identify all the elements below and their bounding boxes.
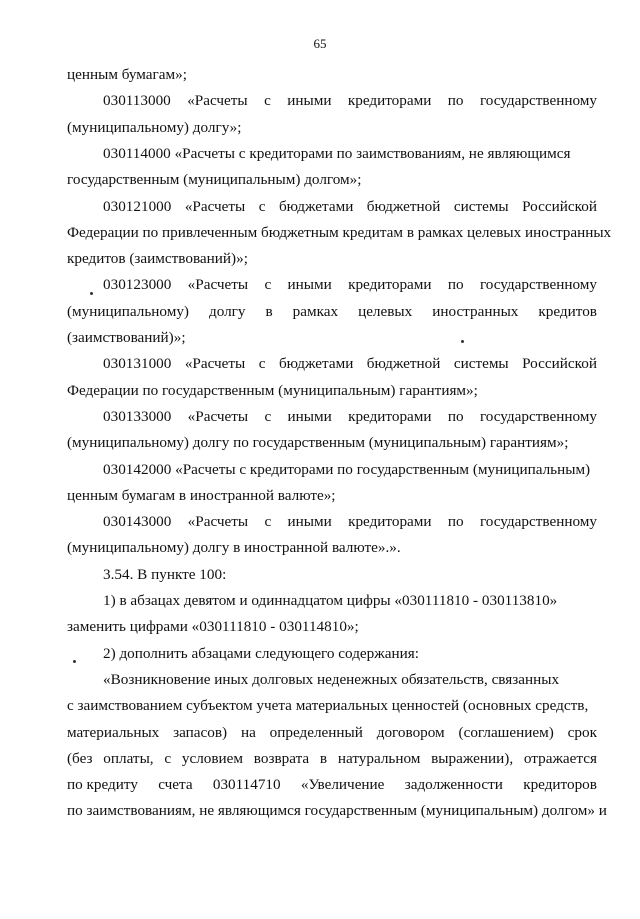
text-segment: иными bbox=[287, 513, 332, 531]
text-segment: иными bbox=[287, 407, 332, 425]
text-line bbox=[67, 246, 597, 272]
text-segment: натуральном bbox=[337, 749, 421, 767]
text-segment: заменить цифрами «030111810 - 030114810»; bbox=[67, 618, 359, 636]
text-line bbox=[67, 457, 597, 483]
text-segment: иностранных bbox=[432, 302, 519, 320]
text-segment: 3.54. В пункте 100: bbox=[103, 565, 227, 583]
text-segment: государственному bbox=[479, 92, 597, 110]
text-segment: в bbox=[265, 302, 273, 320]
text-line bbox=[67, 115, 597, 141]
text-segment: системы bbox=[453, 197, 509, 215]
text-line bbox=[67, 404, 597, 430]
text-segment: государственному bbox=[479, 276, 597, 294]
text-segment: 030114000 «Расчеты с кредиторами по заимствованиям, не являющимся bbox=[103, 144, 571, 162]
text-line bbox=[67, 746, 597, 772]
text-line bbox=[67, 535, 597, 561]
text-segment: с bbox=[164, 749, 172, 767]
text-segment: кредиторами bbox=[348, 407, 432, 425]
text-segment: бюджетами bbox=[278, 355, 354, 373]
text-segment: целевых bbox=[358, 302, 413, 320]
text-segment: задолженности bbox=[404, 776, 503, 794]
text-line bbox=[67, 720, 597, 746]
text-segment: Федерации по привлеченным бюджетным кредитам в рамках целевых иностранных bbox=[67, 223, 612, 241]
text-segment: Федерации по государственным (муниципальным) гарантиям»; bbox=[67, 381, 478, 399]
text-segment: «Расчеты bbox=[187, 276, 249, 294]
page-number: 65 bbox=[313, 36, 327, 51]
text-segment: (заимствований)»; bbox=[67, 329, 186, 346]
text-segment: (муниципальному) bbox=[67, 302, 189, 320]
text-segment: договором bbox=[376, 723, 445, 741]
text-line bbox=[67, 325, 597, 351]
text-segment: с bbox=[264, 276, 272, 294]
scan-speck bbox=[461, 340, 464, 343]
text-line bbox=[67, 194, 597, 220]
text-line bbox=[67, 220, 612, 246]
text-segment: материальных bbox=[67, 723, 160, 741]
text-segment: (муниципальному) долгу в иностранной валюте».». bbox=[67, 539, 401, 557]
text-segment: (муниципальному) долгу по государственным (муниципальным) гарантиям»; bbox=[67, 434, 569, 452]
text-segment: иными bbox=[287, 276, 332, 294]
text-segment: с bbox=[264, 513, 272, 531]
text-segment: Российской bbox=[522, 355, 597, 373]
text-segment: по bbox=[447, 513, 464, 531]
text-line bbox=[67, 378, 597, 404]
text-segment: государственным (муниципальным) долгом»; bbox=[67, 171, 362, 189]
text-segment: по bbox=[447, 407, 464, 425]
text-segment: с bbox=[264, 92, 271, 110]
text-line bbox=[67, 62, 597, 88]
scan-speck bbox=[73, 660, 76, 663]
text-line bbox=[67, 772, 597, 798]
text-segment: ценным бумагам в иностранной валюте»; bbox=[67, 486, 336, 504]
text-segment: «Возникновение иных долговых неденежных обязательств, связанных bbox=[103, 670, 560, 688]
text-segment: бюджетной bbox=[366, 355, 441, 373]
text-segment: оплаты, bbox=[103, 749, 154, 767]
text-segment: иными bbox=[287, 92, 332, 110]
text-segment: с bbox=[258, 197, 266, 215]
text-segment: в bbox=[319, 749, 328, 767]
text-segment: 030113000 bbox=[103, 92, 171, 110]
text-segment: кредитов bbox=[538, 302, 597, 320]
text-segment: отражается bbox=[523, 749, 597, 767]
text-segment: 1) в абзацах девятом и одиннадцатом цифры «030111810 - 030113810» bbox=[103, 592, 558, 609]
text-segment: бюджетами bbox=[278, 197, 354, 215]
text-segment: 030131000 bbox=[103, 355, 172, 373]
text-segment: 030121000 bbox=[103, 197, 172, 215]
text-segment: 2) дополнить абзацами следующего содержания: bbox=[103, 644, 419, 662]
text-segment: 030142000 «Расчеты с кредиторами по государственным (муниципальным) bbox=[103, 460, 591, 478]
text-line bbox=[67, 588, 597, 614]
text-segment: кредиторов bbox=[523, 776, 597, 794]
text-segment: на bbox=[240, 723, 256, 741]
text-segment: с заимствованием субъектом учета материальных ценностей (основных средств, bbox=[67, 697, 589, 715]
text-line bbox=[67, 299, 597, 325]
text-line bbox=[67, 667, 597, 693]
text-line bbox=[67, 562, 597, 588]
text-line bbox=[67, 614, 597, 640]
text-segment: «Расчеты bbox=[184, 197, 246, 215]
text-line bbox=[67, 693, 597, 719]
scan-speck bbox=[90, 292, 93, 295]
text-line bbox=[67, 798, 607, 824]
text-segment: по bbox=[447, 92, 464, 110]
text-segment: запасов) bbox=[173, 723, 228, 741]
text-segment: срок bbox=[567, 723, 597, 741]
text-segment: по заимствованиям, не являющимся государственным (муниципальным) долгом» и bbox=[67, 802, 607, 820]
text-segment: государственному bbox=[479, 407, 597, 425]
text-segment: кредитов (заимствований)»; bbox=[67, 250, 248, 268]
text-segment: 030123000 bbox=[103, 276, 172, 294]
text-segment: счета bbox=[158, 776, 193, 794]
text-line bbox=[67, 351, 597, 377]
text-line bbox=[67, 509, 597, 535]
text-segment: кредиторами bbox=[347, 92, 432, 110]
text-segment: 030133000 bbox=[103, 407, 172, 425]
text-segment: (без bbox=[67, 749, 93, 767]
text-segment: ценным бумагам»; bbox=[67, 66, 187, 83]
text-segment: кредиторами bbox=[348, 276, 432, 294]
text-segment: по кредиту bbox=[67, 776, 138, 794]
text-line bbox=[67, 141, 597, 167]
text-segment: «Расчеты bbox=[187, 92, 248, 110]
text-segment: государственному bbox=[479, 513, 597, 531]
text-segment: рамках bbox=[292, 302, 339, 320]
text-segment: с bbox=[258, 355, 266, 373]
text-line bbox=[67, 641, 597, 667]
text-segment: по bbox=[447, 276, 464, 294]
text-segment: 030114710 bbox=[212, 776, 281, 794]
text-segment: системы bbox=[453, 355, 509, 373]
text-segment: определенный bbox=[269, 723, 363, 741]
text-line bbox=[67, 430, 597, 456]
text-segment: «Расчеты bbox=[187, 513, 249, 531]
text-segment: с bbox=[264, 407, 272, 425]
text-segment: (муниципальному) долгу»; bbox=[67, 118, 242, 136]
text-segment: возврата bbox=[253, 749, 310, 767]
text-segment: Российской bbox=[522, 197, 597, 215]
text-line bbox=[67, 167, 597, 193]
text-segment: условием bbox=[181, 749, 244, 767]
text-line bbox=[67, 483, 597, 509]
text-segment: долгу bbox=[208, 302, 246, 320]
text-segment: бюджетной bbox=[366, 197, 441, 215]
text-segment: (соглашением) bbox=[458, 723, 554, 741]
text-segment: 030143000 bbox=[103, 513, 172, 531]
text-segment: «Расчеты bbox=[184, 355, 246, 373]
text-segment: «Расчеты bbox=[187, 407, 249, 425]
text-segment: кредиторами bbox=[348, 513, 432, 531]
text-line bbox=[67, 88, 597, 114]
text-segment: выражении), bbox=[431, 749, 514, 767]
text-segment: «Увеличение bbox=[300, 776, 385, 794]
text-line bbox=[67, 272, 597, 298]
